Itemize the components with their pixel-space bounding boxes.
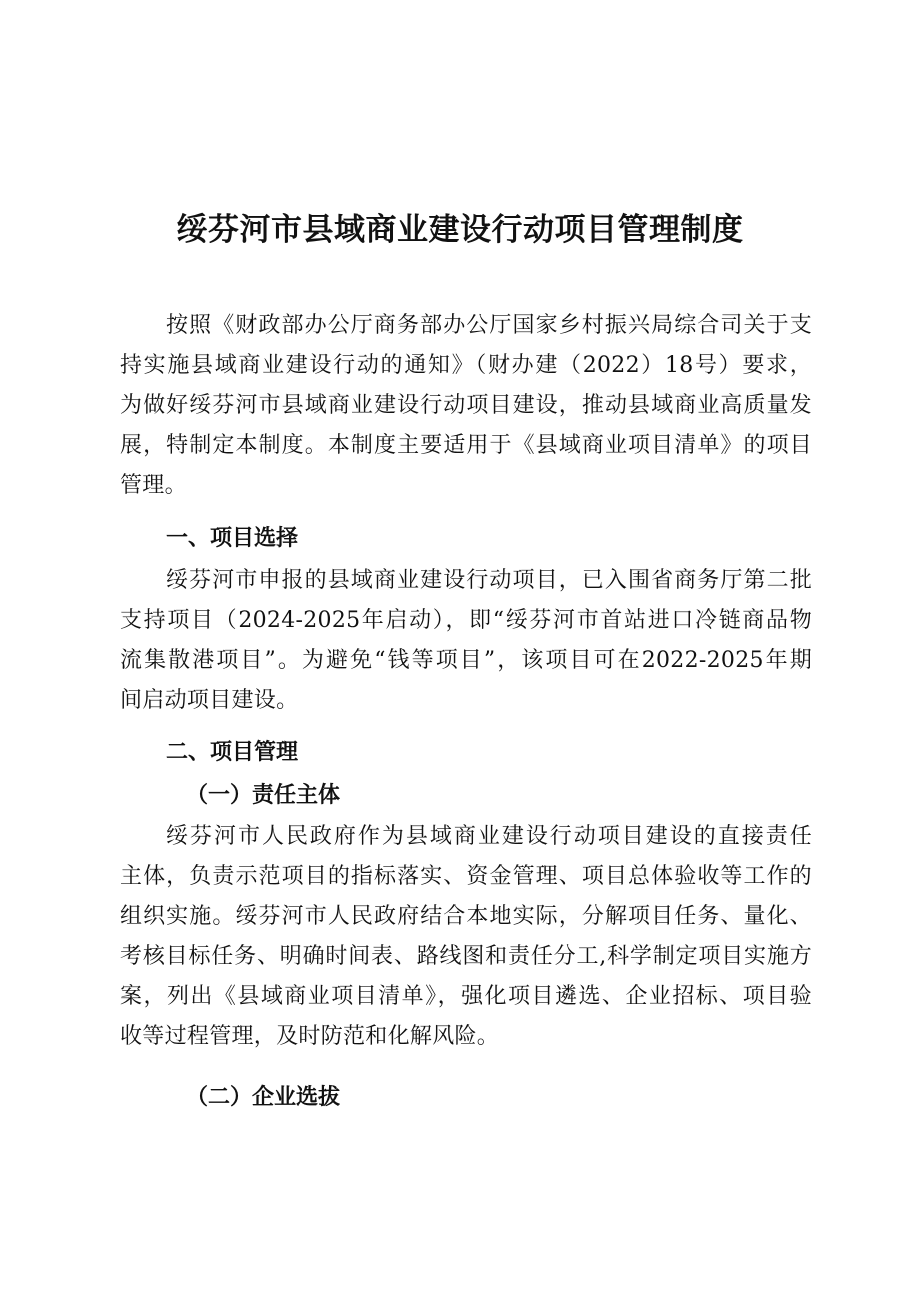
section-heading-project-selection: 一、项目选择 [166, 526, 299, 551]
subheading-enterprise-selection: （二）企业选拔 [186, 1084, 341, 1110]
paragraph-line: 按照《财政部办公厅商务部办公厅国家乡村振兴局综合司关于支 [166, 313, 812, 338]
intro-paragraph [120, 306, 812, 506]
paragraph-line: 为做好绥芬河市县域商业建设行动项目建设，推动县域商业高质量发 [120, 393, 812, 418]
section1-paragraph [120, 561, 812, 721]
paragraph-line: 管理。 [120, 473, 187, 498]
responsible-party-paragraph [120, 817, 812, 1057]
section-heading-project-management: 二、项目管理 [166, 740, 299, 765]
paragraph-line: 绥芬河市申报的县域商业建设行动项目，已入围省商务厅第二批 [166, 568, 812, 593]
document-title: 绥芬河市县域商业建设行动项目管理制度 [176, 212, 744, 248]
paragraph-line: 组织实施。绥芬河市人民政府结合本地实际，分解项目任务、量化、 [120, 904, 812, 929]
paragraph-line: 展，特制定本制度。本制度主要适用于《县域商业项目清单》的项目 [120, 433, 812, 458]
paragraph-line: 绥芬河市人民政府作为县域商业建设行动项目建设的直接责任 [166, 824, 812, 849]
paragraph-line: 支持项目（2024-2025年启动），即“绥芬河市首站进口冷链商品物 [120, 608, 812, 633]
paragraph-line: 主体，负责示范项目的指标落实、资金管理、项目总体验收等工作的 [120, 864, 812, 889]
paragraph-line: 案，列出《县域商业项目清单》，强化项目遴选、企业招标、项目验 [120, 984, 812, 1009]
paragraph-line: 考核目标任务、明确时间表、路线图和责任分工,科学制定项目实施方 [120, 944, 812, 969]
paragraph-line: 间启动项目建设。 [120, 688, 299, 713]
subheading-responsible-party: （一）责任主体 [186, 782, 341, 808]
paragraph-line: 持实施县域商业建设行动的通知》（财办建（2022）18号）要求， [120, 353, 812, 378]
paragraph-line: 收等过程管理，及时防范和化解风险。 [120, 1024, 500, 1049]
paragraph-line: 流集散港项目”。为避免“钱等项目”，该项目可在2022-2025年期 [120, 648, 812, 673]
